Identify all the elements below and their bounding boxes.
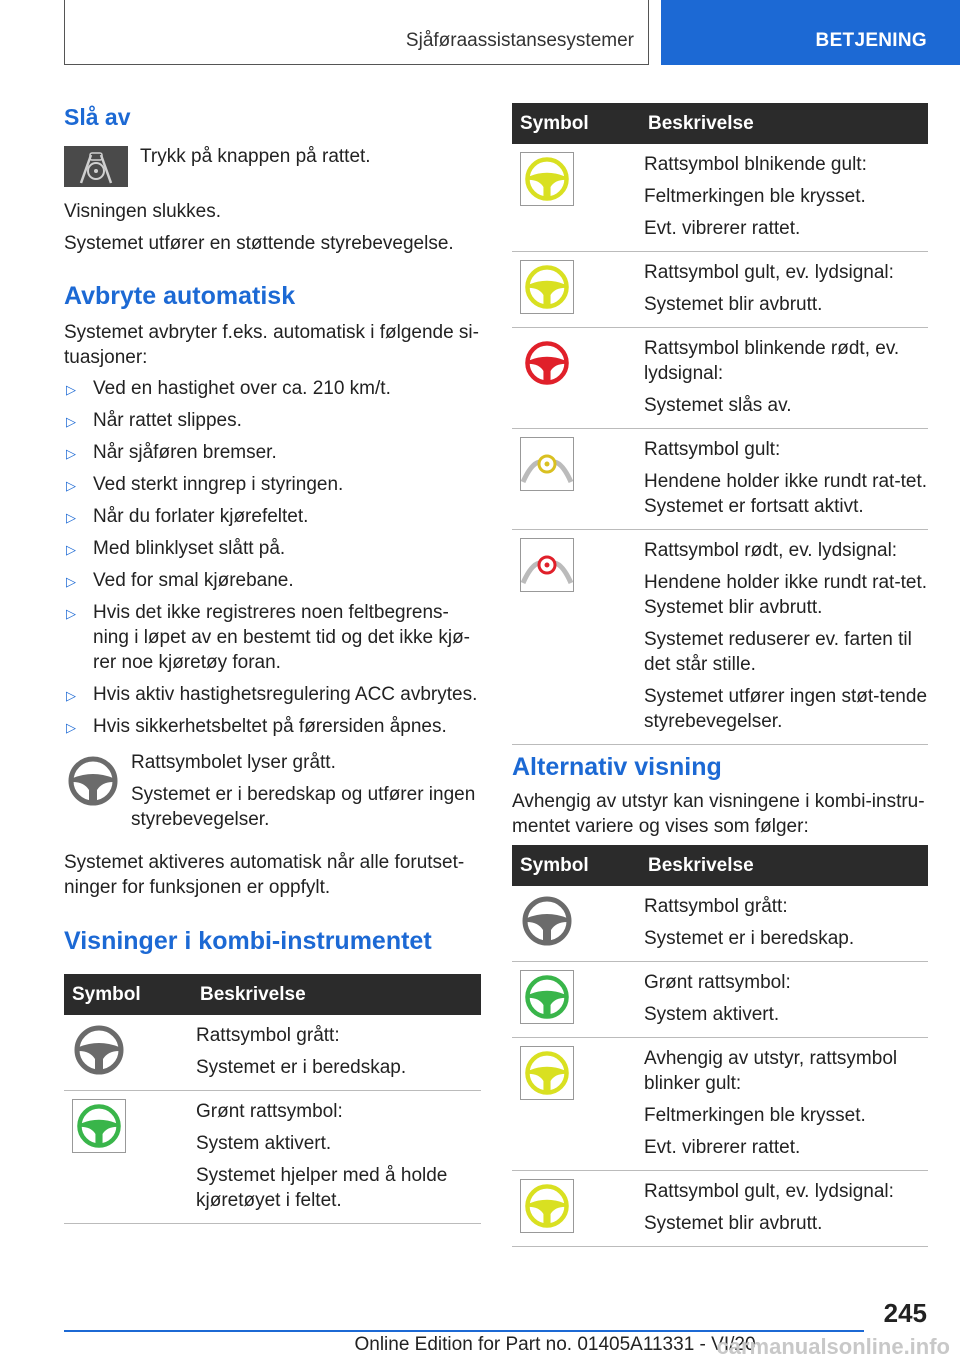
list-item: ▷ Når du forlater kjørefeltet. <box>64 504 481 529</box>
description-cell: Rattsymbol grått: Systemet er i beredskap. <box>188 1015 481 1091</box>
triangle-bullet-icon: ▷ <box>66 542 76 557</box>
grey-wheel-line1: Rattsymbolet lyser grått. <box>131 752 336 773</box>
table-row <box>512 1038 928 1171</box>
description-cell: Rattsymbol blinkende rødt, ev. lydsignal: Systemet slås av. <box>636 328 928 429</box>
symbol-cell <box>512 530 636 745</box>
description-cell: Rattsymbol gult: Hendene holder ikke rundt rat-tet. Systemet er fortsatt aktivt. <box>636 429 928 530</box>
lane-assist-button-image <box>64 146 128 187</box>
paragraph-auto-activate: Systemet aktiveres automatisk når alle forutset-ninger for funksjonen er oppfylt. <box>64 852 465 898</box>
description-cell: Grønt rattsymbol: System aktivert. <box>636 962 928 1038</box>
description-cell: Rattsymbol blnikende gult: Feltmerkingen ble krysset. Evt. vibrerer rattet. <box>636 144 928 252</box>
steering-wheel-grey-icon <box>72 1023 126 1077</box>
table-row <box>512 530 928 745</box>
steering-wheel-yellow-icon <box>520 152 574 206</box>
symbol-cell <box>512 962 636 1038</box>
hands-yellow-wheel-icon <box>520 437 574 491</box>
table-row <box>512 252 928 328</box>
triangle-bullet-icon: ▷ <box>66 688 76 703</box>
table-header-description: Beskrivelse <box>188 974 481 1015</box>
paragraph-steering-movement: Systemet utfører en støttende styrebevegelse. <box>64 233 454 254</box>
list-item: ▷ Med blinklyset slått på. <box>64 536 481 561</box>
heading-avbryte-automatisk: Avbryte automatisk <box>64 282 296 310</box>
symbol-cell <box>512 886 636 962</box>
cancel-conditions-list <box>64 376 481 746</box>
avbryte-intro: Systemet avbryter f.eks. automatisk i følgende si-tuasjoner: <box>64 322 479 368</box>
description-cell: Grønt rattsymbol: System aktivert. Systemet hjelper med å holde kjøretøyet i feltet. <box>188 1091 481 1224</box>
table-header-row <box>512 103 928 144</box>
steering-wheel-red-icon <box>520 336 574 390</box>
right-symbol-table-2 <box>512 845 928 1247</box>
symbol-cell <box>64 1091 188 1224</box>
triangle-bullet-icon: ▷ <box>66 382 76 397</box>
triangle-bullet-icon: ▷ <box>66 414 76 429</box>
description-cell: Rattsymbol rødt, ev. lydsignal: Hendene holder ikke rundt rat-tet. Systemet blir avbrutt. Systemet reduserer ev. farten til det står stille. Systemet utfører ingen støt-tende styrebevegelser. <box>636 530 928 745</box>
list-item: ▷ Hvis det ikke registreres noen feltbegrens-ning i løpet av en bestemt tid og det ikke kjø-rer noe kjøretøy foran. <box>66 602 471 673</box>
steering-wheel-grey-icon <box>520 894 574 948</box>
triangle-bullet-icon: ▷ <box>66 478 76 493</box>
heading-alternativ-visning: Alternativ visning <box>512 753 722 781</box>
left-symbol-table <box>64 974 481 1224</box>
symbol-cell <box>512 429 636 530</box>
table-header-description: Beskrivelse <box>636 845 928 886</box>
table-row <box>512 328 928 429</box>
table-header-row <box>64 974 481 1015</box>
table-header-symbol: Symbol <box>64 974 188 1015</box>
list-item: ▷ Ved sterkt inngrep i styringen. <box>64 472 481 497</box>
table-row <box>64 1015 481 1091</box>
watermark: carmanualsonline.info <box>716 1334 950 1359</box>
steering-wheel-yellow-icon <box>520 260 574 314</box>
steering-wheel-green-icon <box>520 970 574 1024</box>
table-row <box>512 1171 928 1247</box>
hands-red-wheel-icon <box>520 538 574 592</box>
table-row <box>512 144 928 252</box>
list-item: ▷ Ved en hastighet over ca. 210 km/t. <box>64 376 481 401</box>
steering-wheel-yellow-icon <box>520 1046 574 1100</box>
description-cell: Rattsymbol gult, ev. lydsignal: Systemet blir avbrutt. <box>636 252 928 328</box>
heading-visninger: Visninger i kombi-instrumentet <box>64 927 432 955</box>
header-chapter-tab[interactable] <box>661 0 960 65</box>
steering-wheel-grey-icon <box>66 754 120 808</box>
list-item: ▷ Når rattet slippes. <box>64 408 481 433</box>
table-row <box>64 1091 481 1224</box>
table-row <box>512 429 928 530</box>
lane-assist-button-icon <box>64 146 128 187</box>
sla-av-instruction: Trykk på knappen på rattet. <box>140 146 371 167</box>
description-cell: Rattsymbol grått: Systemet er i beredskap. <box>636 886 928 962</box>
steering-wheel-yellow-icon <box>520 1179 574 1233</box>
description-cell: Avhengig av utstyr, rattsymbol blinker gult: Feltmerkingen ble krysset. Evt. vibrerer rattet. <box>636 1038 928 1171</box>
header-section-title: Sjåføraassistansesystemer <box>405 30 634 51</box>
triangle-bullet-icon: ▷ <box>66 574 76 589</box>
header-chapter-title: BETJENING <box>815 30 927 51</box>
symbol-cell <box>512 252 636 328</box>
list-item: ▷ Hvis aktiv hastighetsregulering ACC avbrytes. <box>64 682 481 707</box>
heading-sla-av: Slå av <box>64 104 131 130</box>
grey-wheel-note-icon-wrap <box>66 754 120 813</box>
symbol-cell <box>512 144 636 252</box>
symbol-cell <box>64 1015 188 1091</box>
triangle-bullet-icon: ▷ <box>66 606 76 621</box>
footer-edition: Online Edition for Part no. 01405A11331 - VI/20 <box>354 1334 756 1355</box>
table-header-symbol: Symbol <box>512 845 636 886</box>
alternativ-intro: Avhengig av utstyr kan visningene i kombi-instru-mentet variere og vises som følger: <box>512 791 925 837</box>
steering-wheel-green-icon <box>72 1099 126 1153</box>
symbol-cell <box>512 1038 636 1171</box>
symbol-cell <box>512 1171 636 1247</box>
list-item: ▷ Ved for smal kjørebane. <box>64 568 481 593</box>
symbol-cell <box>512 328 636 429</box>
table-header-row <box>512 845 928 886</box>
right-symbol-table-1 <box>512 103 928 745</box>
page-number: 245 <box>883 1298 927 1328</box>
triangle-bullet-icon: ▷ <box>66 510 76 525</box>
table-row <box>512 962 928 1038</box>
footer-divider <box>64 1330 864 1332</box>
table-header-symbol: Symbol <box>512 103 636 144</box>
table-row <box>512 886 928 962</box>
list-item: ▷ Hvis sikkerhetsbeltet på førersiden åpnes. <box>64 714 481 739</box>
description-cell: Rattsymbol gult, ev. lydsignal: Systemet blir avbrutt. <box>636 1171 928 1247</box>
table-header-description: Beskrivelse <box>636 103 928 144</box>
triangle-bullet-icon: ▷ <box>66 720 76 735</box>
list-item: ▷ Når sjåføren bremser. <box>64 440 481 465</box>
header-section-box <box>64 0 649 65</box>
triangle-bullet-icon: ▷ <box>66 446 76 461</box>
paragraph-display-off: Visningen slukkes. <box>64 201 222 222</box>
grey-wheel-line2: Systemet er i beredskap og utfører ingen styrebevegelser. <box>131 784 476 830</box>
